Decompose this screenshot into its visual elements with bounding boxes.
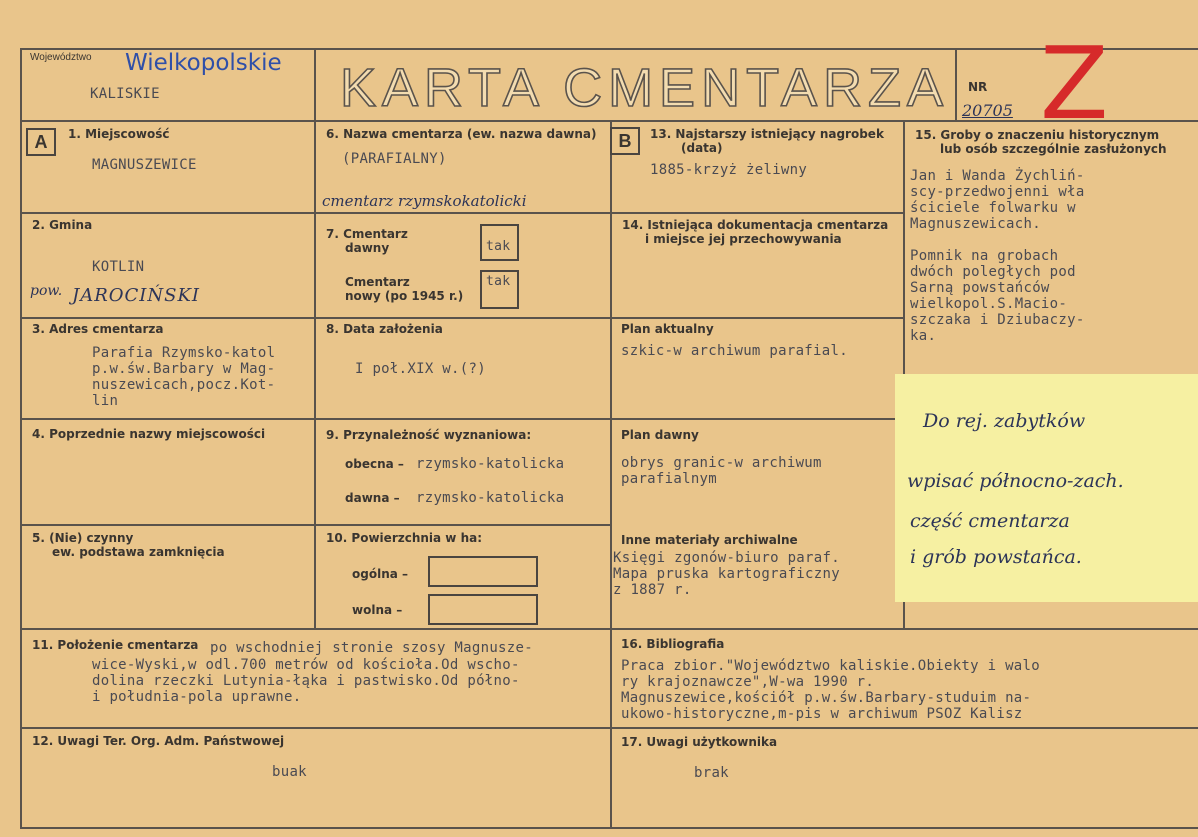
plan-old-label: Plan dawny xyxy=(621,428,699,442)
field-1-value: MAGNUSZEWICE xyxy=(92,157,197,173)
sticky-note-line-1: Do rej. zabytków xyxy=(923,410,1086,432)
field-9-former-value: rzymsko-katolicka xyxy=(416,490,565,506)
field-14-label: 14. Istniejąca dokumentacja cmentarza xyxy=(622,218,889,232)
field-8-value: I poł.XIX w.(?) xyxy=(355,361,486,377)
field-13-label: 13. Najstarszy istniejący nagrobek xyxy=(650,127,884,141)
field-7-new-label: Cmentarz xyxy=(345,275,410,289)
field-10-total-box[interactable] xyxy=(428,556,538,587)
field-17-value: brak xyxy=(694,765,729,781)
field-15-label: 15. Groby o znaczeniu historycznym xyxy=(915,128,1160,142)
voivodeship-typed: KALISKIE xyxy=(90,86,160,102)
field-4-label: 4. Poprzednie nazwy miejscowości xyxy=(32,427,266,441)
field-17-label: 17. Uwagi użytkownika xyxy=(621,735,778,749)
field-11-value-first: po wschodniej stronie szosy Magnusze- xyxy=(210,640,533,656)
field-12-label: 12. Uwagi Ter. Org. Adm. Państwowej xyxy=(32,734,285,748)
page-title: KARTA CMENTARZA xyxy=(340,58,950,118)
field-6-value: (PARAFIALNY) xyxy=(342,151,447,167)
field-7-old-label-2: dawny xyxy=(345,241,390,255)
nr-value: 20705 xyxy=(962,101,1013,120)
field-7-new-value: tak xyxy=(486,274,511,289)
field-2-value: KOTLIN xyxy=(92,259,145,275)
field-6-hand: cmentarz rzymskokatolicki xyxy=(322,192,527,210)
field-10-free-label: wolna – xyxy=(352,603,403,617)
field-9-current-label: obecna – xyxy=(345,457,404,471)
field-1-label: 1. Miejscowość xyxy=(68,127,170,141)
field-11-value: wice-Wyski,w odl.700 metrów od kościoła.Od wscho- dolina rzeczki Lutynia-łąka i pastwisko.Od półno- i południa-pola uprawne. xyxy=(92,657,520,705)
plan-current-label: Plan aktualny xyxy=(621,322,714,336)
field-14-label-2: i miejsce jej przechowywania xyxy=(645,232,842,246)
field-10-label: 10. Powierzchnia w ha: xyxy=(326,531,483,545)
field-10-total-label: ogólna – xyxy=(352,567,409,581)
field-11-label: 11. Położenie cmentarza xyxy=(32,638,199,652)
field-13-label-2: (data) xyxy=(681,141,723,155)
plan-old-value: obrys granic-w archiwum parafialnym xyxy=(621,455,822,487)
other-materials-label: Inne materiały archiwalne xyxy=(621,533,798,547)
section-a-badge: A xyxy=(26,128,56,156)
field-7-old-label: 7. Cmentarz xyxy=(326,227,408,241)
field-9-former-label: dawna – xyxy=(345,491,400,505)
other-materials-value: Księgi zgonów-biuro paraf. Mapa pruska kartograficzny z 1887 r. xyxy=(613,550,840,598)
field-3-label: 3. Adres cmentarza xyxy=(32,322,164,336)
nr-label: NR xyxy=(968,80,988,94)
field-2-label: 2. Gmina xyxy=(32,218,93,232)
field-2-hand-prefix: pow. xyxy=(30,283,63,299)
plan-current-value: szkic-w archiwum parafial. xyxy=(621,343,848,359)
voivodeship-label: Województwo xyxy=(30,52,92,63)
field-9-current-value: rzymsko-katolicka xyxy=(416,456,565,472)
field-10-free-box[interactable] xyxy=(428,594,538,625)
sticky-note-line-2: wpisać północno-zach. xyxy=(907,470,1124,492)
field-5-label: 5. (Nie) czynny xyxy=(32,531,134,545)
field-7-new-label-2: nowy (po 1945 r.) xyxy=(345,289,464,303)
field-16-label: 16. Bibliografia xyxy=(621,637,725,651)
field-12-value: buak xyxy=(272,764,307,780)
field-16-value: Praca zbior."Województwo kaliskie.Obiekty i walo ry krajoznawcze",W-wa 1990 r. Magnuszewice,kościół p.w.św.Barbary-studuim na- ukowo-historyczne,m-pis w archiwum PSOZ Kalisz xyxy=(621,658,1040,722)
field-5-label-2: ew. podstawa zamknięcia xyxy=(52,545,225,559)
field-3-value: Parafia Rzymsko-katol p.w.św.Barbary w Mag- nuszewicach,pocz.Kot- lin xyxy=(92,345,276,409)
field-7-old-value: tak xyxy=(486,239,511,254)
field-15-value: Jan i Wanda Żychliń- scy-przedwojenni wła ściciele folwarku w Magnuszewicach. Pomnik na grobach dwóch poległych pod Sarną powstańców wielkopol.S.Macio- szczaka i Dziubaczy- ka. xyxy=(910,168,1085,344)
field-15-label-2: lub osób szczególnie zasłużonych xyxy=(940,142,1167,156)
sticky-note-line-4: i grób powstańca. xyxy=(910,546,1082,568)
voivodeship-stamp: Wielkopolskie xyxy=(125,50,282,76)
letter-mark: Z xyxy=(1040,25,1109,142)
field-6-label: 6. Nazwa cmentarza (ew. nazwa dawna) xyxy=(326,127,597,141)
section-b-badge: B xyxy=(610,127,640,155)
field-9-label: 9. Przynależność wyznaniowa: xyxy=(326,428,532,442)
sticky-note xyxy=(895,374,1198,602)
field-2-hand: JAROCIŃSKI xyxy=(72,285,201,306)
field-13-value: 1885-krzyż żeliwny xyxy=(650,162,808,178)
sticky-note-line-3: część cmentarza xyxy=(910,510,1070,532)
field-8-label: 8. Data założenia xyxy=(326,322,443,336)
